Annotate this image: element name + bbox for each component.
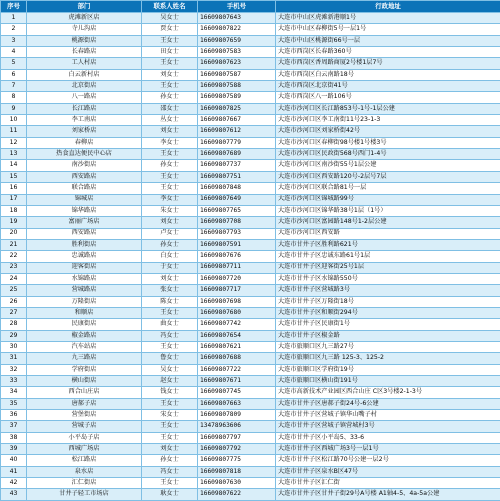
cell-index: 31	[1, 353, 27, 364]
cell-address: 大连市沙河口区长江路853号-1号-1层公建	[276, 103, 500, 114]
cell-address: 大连市甘井子区汇仁街	[276, 478, 500, 489]
cell-department: 唐郝子店	[27, 398, 142, 409]
cell-department: 联合路店	[27, 183, 142, 194]
cell-department: 学府街店	[27, 364, 142, 375]
table-row	[1, 81, 500, 92]
cell-department: 汽车站店	[27, 341, 142, 352]
cell-phone: 16609807583	[198, 47, 276, 58]
cell-phone: 16609807792	[198, 444, 276, 455]
cell-department: 迎客街店	[27, 262, 142, 273]
header-row	[1, 1, 500, 13]
cell-department: 水锦路店	[27, 273, 142, 284]
cell-phone: 16609807708	[198, 217, 276, 228]
cell-phone: 16609807745	[198, 387, 276, 398]
cell-address: 大连市甘井子区水锦路550号	[276, 273, 500, 284]
cell-address: 大连市旅顺口区横山街191号	[276, 376, 500, 387]
cell-index: 29	[1, 330, 27, 341]
cell-address: 大连市甘井子区民康街1号	[276, 319, 500, 330]
cell-department: 营城路店	[27, 285, 142, 296]
table-row	[1, 92, 500, 103]
header-contact-name: 联系人姓名	[142, 1, 198, 13]
cell-address: 大连市甘井子区泉水B区47号	[276, 466, 500, 477]
table-row	[1, 478, 500, 489]
cell-address: 大连市旅顺口区九三路 125-3、125-2	[276, 353, 500, 364]
table-row	[1, 171, 500, 182]
table-row	[1, 432, 500, 443]
cell-department: 长江路店	[27, 103, 142, 114]
cell-contact-name: 刘女士	[142, 126, 198, 137]
cell-phone: 16609807621	[198, 341, 276, 352]
cell-phone: 16609807825	[198, 103, 276, 114]
cell-contact-name: 王女士	[142, 81, 198, 92]
cell-index: 16	[1, 183, 27, 194]
cell-address: 大连市沙河口区刘家桥街42号	[276, 126, 500, 137]
table-row	[1, 228, 500, 239]
cell-address: 大连市甘井子区甘井子街29号A号楼 A1轴4-5、4a-5a公建	[276, 489, 500, 500]
table-row	[1, 58, 500, 69]
cell-department: 虎滩新区店	[27, 13, 142, 24]
cell-contact-name: 曲女士	[142, 319, 198, 330]
cell-phone: 16609807587	[198, 69, 276, 80]
cell-phone: 16609807588	[198, 81, 276, 92]
cell-index: 11	[1, 126, 27, 137]
cell-phone: 16609807622	[198, 489, 276, 500]
cell-index: 23	[1, 262, 27, 273]
table-row	[1, 194, 500, 205]
cell-contact-name: 刘女士	[142, 217, 198, 228]
cell-department: 白云新村店	[27, 69, 142, 80]
cell-address: 大连市沙河口区锦城路99号	[276, 194, 500, 205]
cell-index: 43	[1, 489, 27, 500]
cell-contact-name: 王女士	[142, 398, 198, 409]
cell-address: 大连市西岗区八一路106号	[276, 92, 500, 103]
table-body	[1, 13, 500, 501]
cell-contact-name: 吴女士	[142, 364, 198, 375]
cell-contact-name: 于女士	[142, 262, 198, 273]
table-row	[1, 398, 500, 409]
cell-index: 34	[1, 387, 27, 398]
cell-contact-name: 王女士	[142, 35, 198, 46]
cell-index: 40	[1, 455, 27, 466]
cell-index: 9	[1, 103, 27, 114]
cell-phone: 16609807742	[198, 319, 276, 330]
cell-contact-name: 贾女士	[142, 24, 198, 35]
cell-index: 42	[1, 478, 27, 489]
cell-phone: 16609807751	[198, 171, 276, 182]
table-row	[1, 364, 500, 375]
cell-phone: 16609807722	[198, 364, 276, 375]
table-row	[1, 183, 500, 194]
cell-contact-name: 孙女士	[142, 92, 198, 103]
table-row	[1, 251, 500, 262]
cell-department: 营城子店	[27, 421, 142, 432]
cell-index: 36	[1, 410, 27, 421]
table-row	[1, 149, 500, 160]
cell-department: 小平岛子店	[27, 432, 142, 443]
cell-phone: 16609807688	[198, 353, 276, 364]
cell-phone: 16609807667	[198, 115, 276, 126]
cell-index: 32	[1, 364, 27, 375]
cell-address: 大连市中山区虎滩新港顺1号	[276, 13, 500, 24]
table-row	[1, 47, 500, 58]
table-row	[1, 330, 500, 341]
table-header	[1, 1, 500, 13]
cell-index: 30	[1, 341, 27, 352]
cell-index: 27	[1, 307, 27, 318]
cell-phone: 16609807737	[198, 160, 276, 171]
cell-address: 大连市甘井子区营城子镇营城村3号	[276, 421, 500, 432]
cell-phone: 16609807654	[198, 330, 276, 341]
cell-department: 胜利街店	[27, 239, 142, 250]
cell-phone: 16609807822	[198, 24, 276, 35]
cell-index: 25	[1, 285, 27, 296]
table-row	[1, 307, 500, 318]
cell-index: 14	[1, 160, 27, 171]
table-row	[1, 489, 500, 500]
cell-index: 38	[1, 432, 27, 443]
cell-contact-name: 刘女士	[142, 444, 198, 455]
table-row	[1, 376, 500, 387]
cell-phone: 16609807612	[198, 126, 276, 137]
cell-address: 大连市甘井子区营城子镇华山嘴子村	[276, 410, 500, 421]
cell-department: 和顺店	[27, 307, 142, 318]
table-row	[1, 115, 500, 126]
cell-department: 横山街店	[27, 376, 142, 387]
cell-index: 21	[1, 239, 27, 250]
cell-department: 椒金路店	[27, 330, 142, 341]
table-row	[1, 137, 500, 148]
cell-index: 18	[1, 205, 27, 216]
cell-index: 8	[1, 92, 27, 103]
cell-index: 6	[1, 69, 27, 80]
cell-phone: 16609807765	[198, 205, 276, 216]
header-address: 行政地址	[276, 1, 500, 13]
cell-phone: 16609807649	[198, 194, 276, 205]
table-row	[1, 353, 500, 364]
cell-department: 西城广场店	[27, 444, 142, 455]
cell-phone: 16609807698	[198, 296, 276, 307]
table-row	[1, 410, 500, 421]
cell-address: 大连市沙河口区锦华路38号1层（1号）	[276, 205, 500, 216]
cell-department: 北京街店	[27, 81, 142, 92]
cell-address: 大连市沙河口区富园路148号1-2层公建	[276, 217, 500, 228]
cell-contact-name: 耿女士	[142, 489, 198, 500]
cell-phone: 16609807671	[198, 376, 276, 387]
cell-index: 19	[1, 217, 27, 228]
cell-address: 大连市中山区桃源街66号一层	[276, 35, 500, 46]
table-row	[1, 35, 500, 46]
cell-index: 4	[1, 47, 27, 58]
table-row	[1, 341, 500, 352]
cell-address: 大连市甘井子区唐郝子街24号-6公建	[276, 398, 500, 409]
table-row	[1, 103, 500, 114]
table-row	[1, 444, 500, 455]
cell-contact-name: 邵女士	[142, 103, 198, 114]
table-row	[1, 24, 500, 35]
cell-address: 大连市西岗区白云南路18号	[276, 69, 500, 80]
cell-phone: 16609807818	[198, 466, 276, 477]
cell-phone: 13478963606	[198, 421, 276, 432]
cell-contact-name: 丛女士	[142, 115, 198, 126]
cell-contact-name: 李女士	[142, 194, 198, 205]
cell-address: 大连市沙河口区联合路81号一层	[276, 183, 500, 194]
cell-index: 12	[1, 137, 27, 148]
cell-contact-name: 王女士	[142, 149, 198, 160]
cell-contact-name: 孙女士	[142, 455, 198, 466]
header-department: 部门	[27, 1, 142, 13]
cell-address: 大连市高新技术产业园区西合山庄 C区3号楼2-1-3号	[276, 387, 500, 398]
cell-contact-name: 刘女士	[142, 273, 198, 284]
cell-department: 工人村店	[27, 58, 142, 69]
cell-index: 33	[1, 376, 27, 387]
cell-address: 大连市甘井子区营城路3号	[276, 285, 500, 296]
cell-address: 大连市沙河口区李工南街11号23-1-3	[276, 115, 500, 126]
cell-index: 1	[1, 13, 27, 24]
cell-department: 李工南店	[27, 115, 142, 126]
cell-phone: 16609807809	[198, 410, 276, 421]
cell-phone: 16609807689	[198, 149, 276, 160]
cell-contact-name: 王女士	[142, 171, 198, 182]
table-row	[1, 262, 500, 273]
cell-contact-name: 孙女士	[142, 160, 198, 171]
table-row	[1, 455, 500, 466]
cell-phone: 16609807643	[198, 13, 276, 24]
cell-address: 大连市沙河口区春柳街98号楼1号楼3号	[276, 137, 500, 148]
cell-contact-name: 宋女士	[142, 410, 198, 421]
cell-index: 26	[1, 296, 27, 307]
cell-department: 九三路店	[27, 353, 142, 364]
cell-index: 35	[1, 398, 27, 409]
cell-phone: 16609807848	[198, 183, 276, 194]
table-row	[1, 319, 500, 330]
cell-phone: 16609807720	[198, 273, 276, 284]
cell-phone: 16609807779	[198, 137, 276, 148]
cell-address: 大连市沙河口区西安路	[276, 228, 500, 239]
cell-contact-name: 王女士	[142, 432, 198, 443]
cell-index: 24	[1, 273, 27, 284]
cell-department: 刘家桥店	[27, 126, 142, 137]
cell-address: 大连市甘井子区西城广场3号一层1号	[276, 444, 500, 455]
cell-address: 大连市沙河口区西安路120号-2层号7层	[276, 171, 500, 182]
table-row	[1, 296, 500, 307]
cell-contact-name: 鲁女士	[142, 353, 198, 364]
cell-department: 锦城店	[27, 194, 142, 205]
cell-index: 37	[1, 421, 27, 432]
cell-index: 10	[1, 115, 27, 126]
cell-contact-name: 朱女士	[142, 205, 198, 216]
table-row	[1, 285, 500, 296]
cell-department: 春柳店	[27, 137, 142, 148]
cell-phone: 16609807663	[198, 398, 276, 409]
cell-department: 南沙街店	[27, 160, 142, 171]
cell-phone: 16609807680	[198, 307, 276, 318]
table-row	[1, 387, 500, 398]
cell-contact-name: 白女士	[142, 251, 198, 262]
cell-contact-name: 王女士	[142, 58, 198, 69]
cell-department: 松江路店	[27, 455, 142, 466]
cell-contact-name: 李女士	[142, 137, 198, 148]
table-row	[1, 13, 500, 24]
header-phone: 手机号	[198, 1, 276, 13]
table-row	[1, 160, 500, 171]
cell-index: 2	[1, 24, 27, 35]
table-row	[1, 217, 500, 228]
header-index: 序号	[1, 1, 27, 13]
cell-address: 大连市甘井子区小平岛5、33-6	[276, 432, 500, 443]
cell-address: 大连市甘井子区胜利路621号	[276, 239, 500, 250]
cell-department: 富丽广场店	[27, 217, 142, 228]
cell-address: 大连市甘井子区迎客街25号1层	[276, 262, 500, 273]
cell-phone: 16609807591	[198, 239, 276, 250]
cell-contact-name: 冯女士	[142, 330, 198, 341]
cell-contact-name: 钱女士	[142, 387, 198, 398]
cell-contact-name: 王女士	[142, 307, 198, 318]
cell-address: 大连市西岗区北京街41号	[276, 81, 500, 92]
cell-contact-name: 田女士	[142, 47, 198, 58]
cell-index: 7	[1, 81, 27, 92]
cell-index: 39	[1, 444, 27, 455]
cell-address: 大连市甘井子区椒金路	[276, 330, 500, 341]
cell-address: 大连市旅顺口区九三路27号	[276, 341, 500, 352]
cell-phone: 16609807775	[198, 455, 276, 466]
cell-contact-name: 冯女士	[142, 466, 198, 477]
cell-phone: 16609807797	[198, 432, 276, 443]
table-row	[1, 466, 500, 477]
cell-department: 西安路店	[27, 171, 142, 182]
cell-contact-name: 王女士	[142, 183, 198, 194]
table-row	[1, 126, 500, 137]
table-row	[1, 421, 500, 432]
cell-department: 热食直达便民中心店	[27, 149, 142, 160]
cell-address: 大连市甘井子区和顺街294号	[276, 307, 500, 318]
cell-address: 大连市西岗区香周路商厦2号楼1层7号	[276, 58, 500, 69]
cell-phone: 16609807623	[198, 58, 276, 69]
table-row	[1, 239, 500, 250]
cell-department: 寺儿沟店	[27, 24, 142, 35]
cell-phone: 16609807630	[198, 478, 276, 489]
cell-department: 八一路店	[27, 92, 142, 103]
cell-index: 20	[1, 228, 27, 239]
cell-contact-name: 刘女士	[142, 69, 198, 80]
cell-department: 万隆街店	[27, 296, 142, 307]
cell-index: 22	[1, 251, 27, 262]
cell-address: 大连市沙河口区民政街568号西门1-4号	[276, 149, 500, 160]
cell-index: 41	[1, 466, 27, 477]
cell-department: 锦华路店	[27, 205, 142, 216]
cell-contact-name: 王女士	[142, 421, 198, 432]
cell-address: 大连市甘井子区松江路70号公建一层2号	[276, 455, 500, 466]
cell-index: 3	[1, 35, 27, 46]
cell-address: 大连市沙河口区南沙街55号1层公建	[276, 160, 500, 171]
cell-phone: 16609807659	[198, 35, 276, 46]
cell-department: 西安路店	[27, 228, 142, 239]
cell-phone: 16609807717	[198, 285, 276, 296]
cell-address: 大连市旅顺口区学府街19号	[276, 364, 500, 375]
cell-phone: 16609807676	[198, 251, 276, 262]
cell-department: 营堡街店	[27, 410, 142, 421]
table-row	[1, 273, 500, 284]
cell-index: 13	[1, 149, 27, 160]
cell-department: 民康街店	[27, 319, 142, 330]
cell-contact-name: 王女士	[142, 478, 198, 489]
cell-phone: 16609807793	[198, 228, 276, 239]
table-row	[1, 205, 500, 216]
cell-department: 桃源街店	[27, 35, 142, 46]
cell-department: 泉水店	[27, 466, 142, 477]
cell-contact-name: 卢女士	[142, 228, 198, 239]
cell-contact-name: 张女士	[142, 285, 198, 296]
cell-department: 忠诚路店	[27, 251, 142, 262]
cell-address: 大连市西岗区长春路360号	[276, 47, 500, 58]
cell-index: 5	[1, 58, 27, 69]
cell-contact-name: 赵女士	[142, 376, 198, 387]
cell-contact-name: 吴女士	[142, 13, 198, 24]
cell-address: 大连市中山区春柳街5号一层1号	[276, 24, 500, 35]
cell-department: 甘井子轻工市场店	[27, 489, 142, 500]
cell-index: 17	[1, 194, 27, 205]
cell-address: 大连市甘井子区万隆街18号	[276, 296, 500, 307]
cell-contact-name: 王女士	[142, 341, 198, 352]
cell-phone: 16609807711	[198, 262, 276, 273]
cell-index: 28	[1, 319, 27, 330]
cell-address: 大连市甘井子区忠诚东路61号1层	[276, 251, 500, 262]
cell-department: 西合山庄店	[27, 387, 142, 398]
cell-contact-name: 孙女士	[142, 239, 198, 250]
cell-index: 15	[1, 171, 27, 182]
cell-department: 汇仁街店	[27, 478, 142, 489]
table-row	[1, 69, 500, 80]
cell-department: 长春路店	[27, 47, 142, 58]
cell-phone: 16609807589	[198, 92, 276, 103]
cell-contact-name: 陈女士	[142, 296, 198, 307]
